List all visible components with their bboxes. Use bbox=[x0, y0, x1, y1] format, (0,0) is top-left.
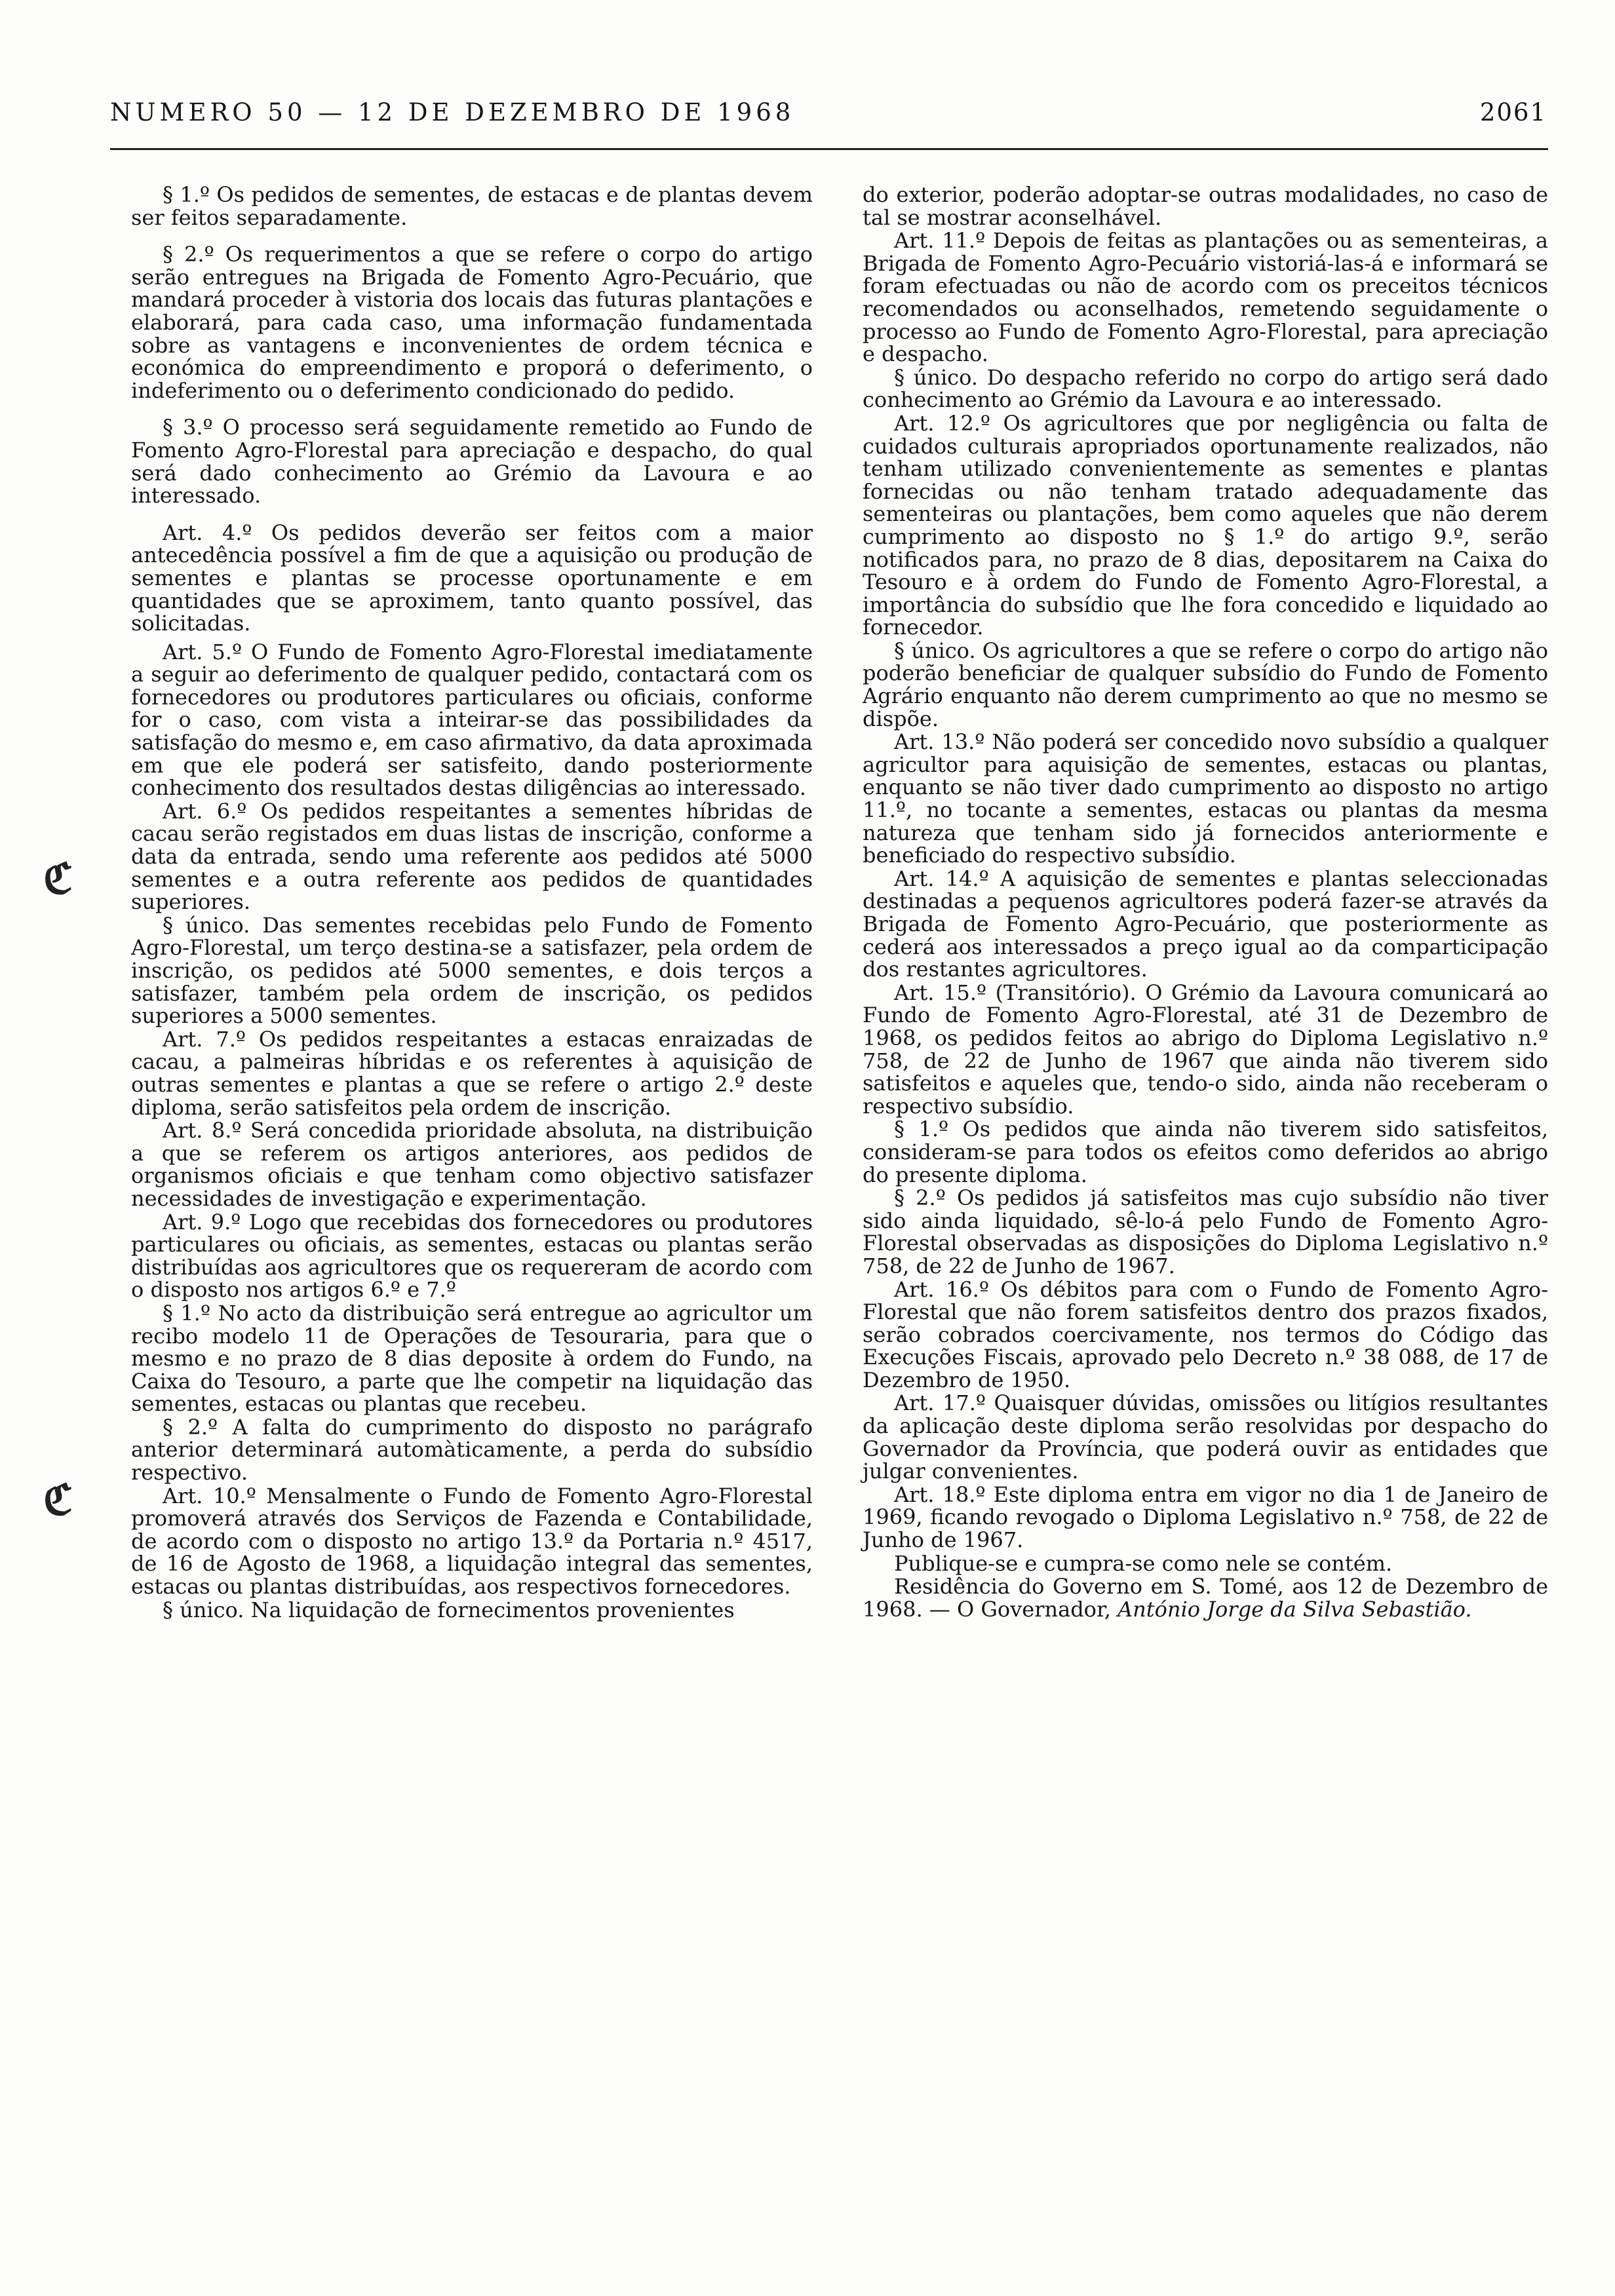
right-column bbox=[863, 183, 1548, 1621]
paragraph: § 1.º Os pedidos que ainda não tiverem sido satisfeitos, consideram-se para todos os efeitos como deferidos ao abrigo do presente diploma. bbox=[863, 1117, 1548, 1187]
margin-mark-2: ℭ bbox=[43, 1476, 73, 1525]
paragraph: Art. 14.º A aquisição de sementes e plantas seleccionadas destinadas a pequenos agricultores poderá fazer-se através da Brigada de Fomento Agro-Pecuário, que posteriormente as cederá aos interessados a preço igual ao da comparticipação dos restantes agricultores. bbox=[863, 866, 1548, 982]
paragraph: § único. Das sementes recebidas pelo Fundo de Fomento Agro-Florestal, um terço destina-se a satisfazer, pela ordem de inscrição, os pedidos até 5000 sementes, e dois terços a satisfazer, também pela ordem de inscrição, os pedidos superiores a 5000 sementes. bbox=[131, 912, 813, 1029]
paragraph: § 3.º O processo será seguidamente remetido ao Fundo de Fomento Agro-Florestal para apreciação e despacho, do qual será dado conhecimento ao Grémio da Lavoura e ao interessado. bbox=[131, 415, 813, 508]
paragraph: Art. 7.º Os pedidos respeitantes a estacas enraizadas de cacau, a palmeiras híbridas e os referentes à aquisição de outras sementes e plantas a que se refere o artigo 2.º deste diploma, serão satisfeitos pela ordem de inscrição. bbox=[131, 1026, 813, 1120]
signature-block bbox=[863, 1575, 1548, 1620]
publish-line: Publique-se e cumpra-se como nele se contém. bbox=[894, 1550, 1393, 1576]
left-column bbox=[131, 183, 813, 1622]
paragraph: § único. Os agricultores a que se refere o corpo do artigo não poderão beneficiar de qualquer subsídio do Fundo de Fomento Agrário enquanto não derem cumprimento ao que no mesmo se dispõe. bbox=[863, 638, 1548, 731]
margin-mark-1: ℭ bbox=[43, 854, 73, 904]
paragraph: § 2.º A falta do cumprimento do disposto no parágrafo anterior determinará automàticamente, a perda do subsídio respectivo. bbox=[131, 1414, 813, 1485]
paragraph: Art. 4.º Os pedidos deverão ser feitos com a maior antecedência possível a fim de que a aquisição ou produção de sementes e plantas se processe oportunamente e em quantidades que se aproximem, tanto quanto possível, das solicitadas. bbox=[131, 520, 813, 636]
paragraph: § único. Do despacho referido no corpo do artigo será dado conhecimento ao Grémio da Lavoura e ao interessado. bbox=[863, 364, 1548, 413]
page-number: 2061 bbox=[1479, 98, 1547, 126]
paragraph: Art. 6.º Os pedidos respeitantes a sementes híbridas de cacau serão registados em duas listas de inscrição, conforme a data da entrada, sendo uma referente aos pedidos até 5000 sementes e a outra referente aos pedidos de quantidades superiores. bbox=[131, 798, 813, 915]
paragraph: Art. 18.º Este diploma entra em vigor no dia 1 de Janeiro de 1969, ficando revogado o Diploma Legislativo n.º 758, de 22 de Junho de 1967. bbox=[863, 1482, 1548, 1553]
paragraph: § único. Na liquidação de fornecimentos provenientes bbox=[163, 1597, 735, 1622]
page-header bbox=[110, 98, 1547, 138]
paragraph: Art. 5.º O Fundo de Fomento Agro-Florestal imediatamente a seguir ao deferimento de qualquer pedido, contactará com os fornecedores ou produtores particulares ou oficiais, conforme for o caso, com vista a inteirar-se das possibilidades da satisfação do mesmo e, em caso afirmativo, da data aproximada em que ele poderá ser satisfeito, dando posteriormente conhecimento dos resultados destas diligências ao interessado. bbox=[131, 639, 813, 801]
running-title: NUMERO 50 — 12 DE DEZEMBRO DE 1968 bbox=[110, 98, 795, 126]
paragraph: Art. 8.º Será concedida prioridade absoluta, na distribuição a que se referem os artigos anteriores, aos pedidos de organismos oficiais e que tenham como objectivo satisfazer necessidades de investigação e experimentação. bbox=[131, 1118, 813, 1211]
paragraph: Art. 10.º Mensalmente o Fundo de Fomento Agro-Florestal promoverá através dos Serviços de Fazenda e Contabilidade, de acordo com o disposto no artigo 13.º da Portaria n.º 4517, de 16 de Agosto de 1968, a liquidação integral das sementes, estacas ou plantas distribuídas, aos respectivos fornecedores. bbox=[131, 1483, 813, 1599]
paragraph: § 1.º No acto da distribuição será entregue ao agricultor um recibo modelo 11 de Operações de Tesouraria, para que o mesmo e no prazo de 8 dias deposite à ordem do Fundo, na Caixa do Tesouro, a parte que lhe competir na liquidação das sementes, estacas ou plantas que recebeu. bbox=[131, 1300, 813, 1417]
paragraph: Art. 9.º Logo que recebidas dos fornecedores ou produtores particulares ou oficiais, as sementes, estacas ou plantas serão distribuídas aos agricultores que os requereram de acordo com o disposto nos artigos 6.º e 7.º bbox=[131, 1209, 813, 1303]
paragraph: Art. 12.º Os agricultores que por negligência ou falta de cuidados culturais apropriados oportunamente realizados, não tenham utilizado convenientemente as sementes e plantas fornecidas ou não tenham tratado adequadamente das sementeiras ou plantações, bem como aqueles que não derem cumprimento ao disposto no § 1.º do artigo 9.º, serão notificados para, no prazo de 8 dias, depositarem na Caixa do Tesouro e à ordem do Fundo de Fomento Agro-Florestal, a importância do subsídio que lhe fora concedido e liquidado ao fornecedor. bbox=[863, 410, 1548, 640]
paragraph: § 2.º Os pedidos já satisfeitos mas cujo subsídio não tiver sido ainda liquidado, sê-lo-á pelo Fundo de Fomento Agro-Florestal observadas as disposições do Diploma Legislativo n.º 758, de 22 de Junho de 1967. bbox=[863, 1185, 1548, 1278]
paragraph: Art. 13.º Não poderá ser concedido novo subsídio a qualquer agricultor para aquisição de sementes, estacas ou plantas, enquanto se não tiver dado cumprimento ao disposto no artigo 11.º, no tocante a sementes, estacas ou plantas da mesma natureza que tenham sido já fornecidos anteriormente e beneficiado do respectivo subsídio. bbox=[863, 729, 1548, 868]
signature-place: Residência do Governo em S. Tomé, aos 12 de Dezembro de 1968. — O Governador, bbox=[863, 1574, 1548, 1622]
paragraph: Art. 17.º Quaisquer dúvidas, omissões ou litígios resultantes da aplicação deste diploma serão resolvidas por despacho do Governador da Província, que poderá ouvir as entidades que julgar convenientes. bbox=[863, 1390, 1548, 1484]
paragraph: Art. 16.º Os débitos para com o Fundo de Fomento Agro-Florestal que não forem satisfeitos dentro dos prazos fixados, serão cobrados coercivamente, nos termos do Código das Execuções Fiscais, aprovado pelo Decreto n.º 38 088, de 17 de Dezembro de 1950. bbox=[863, 1276, 1548, 1392]
signature-name: António Jorge da Silva Sebastião. bbox=[1118, 1596, 1472, 1622]
header-rule bbox=[110, 148, 1548, 150]
paragraph: Art. 11.º Depois de feitas as plantações ou as sementeiras, a Brigada de Fomento Agro-Pecuário vistoriá-las-á e informará se foram efectuadas ou não de acordo com os preceitos técnicos recomendados ou aconselhados, remetendo seguidamente o processo ao Fundo de Fomento Agro-Florestal, para apreciação e despacho. bbox=[863, 228, 1548, 367]
paragraph: § 2.º Os requerimentos a que se refere o corpo do artigo serão entregues na Brigada de Fomento Agro-Pecuário, que mandará proceder à vistoria dos locais das futuras plantações e elaborará, para cada caso, uma informação fundamentada sobre as vantagens e inconvenientes de ordem técnica e económica do empreendimento e proporá o deferimento, o indeferimento ou o deferimento condicionado do pedido. bbox=[131, 242, 813, 403]
paragraph: do exterior, poderão adoptar-se outras modalidades, no caso de tal se mostrar aconselhável. bbox=[863, 182, 1548, 230]
paragraph: § 1.º Os pedidos de sementes, de estacas e de plantas devem ser feitos separadamente. bbox=[131, 182, 813, 230]
paragraph: Art. 15.º (Transitório). O Grémio da Lavoura comunicará ao Fundo de Fomento Agro-Florestal, até 31 de Dezembro de 1968, os pedidos feitos ao abrigo do Diploma Legislativo n.º 758, de 22 de Junho de 1967 que ainda não tiverem sido satisfeitos e aqueles que, tendo-o sido, ainda não receberam o respectivo subsídio. bbox=[863, 980, 1548, 1119]
